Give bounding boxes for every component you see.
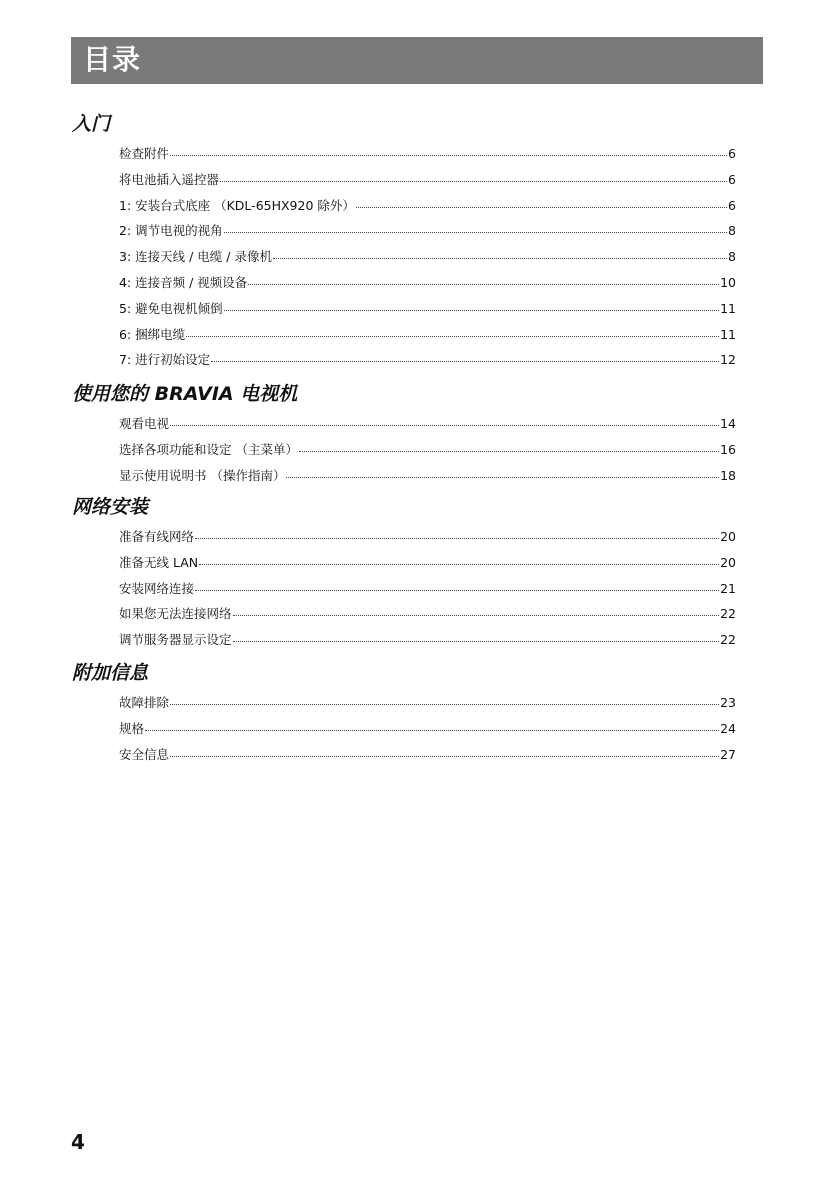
toc-entry[interactable] [119,145,736,163]
dot-leader [220,169,727,182]
section-heading: 附加信息 [72,662,149,684]
toc-entry-page: 11 [720,301,736,316]
toc-entry[interactable] [119,326,736,344]
dot-leader [195,578,719,591]
toc-entry[interactable] [119,605,736,623]
dot-leader [233,629,720,642]
toc-entry[interactable] [119,274,736,292]
toc-entry[interactable] [119,171,736,189]
dot-leader [286,465,719,478]
toc-entry-title: 准备有线网络 [119,529,195,544]
toc-entry[interactable] [119,720,736,738]
toc-entry[interactable] [119,248,736,266]
toc-entry-title: 准备无线 LAN [119,555,199,570]
dot-leader [170,143,727,156]
toc-entry-page: 14 [720,416,736,431]
toc-entry-title: 7: 进行初始设定 [119,352,211,367]
toc-entry[interactable] [119,351,736,369]
toc-entry-title: 显示使用说明书 （操作指南） [119,468,286,483]
dot-leader [224,220,727,233]
toc-entry-title: 将电池插入遥控器 [119,172,220,187]
dot-leader [199,552,719,565]
toc-entry-title: 5: 避免电视机倾倒 [119,301,223,316]
dot-leader [273,246,727,259]
toc-entry-title: 规格 [119,721,145,736]
toc-entry-title: 4: 连接音频 / 视频设备 [119,275,248,290]
toc-entry-page: 21 [720,581,736,596]
toc-entry-page: 18 [720,468,736,483]
toc-entry-page: 8 [728,249,736,264]
toc-entry-page: 11 [720,327,736,342]
toc-entry-title: 选择各项功能和设定 （主菜单） [119,442,298,457]
toc-entry-title: 故障排除 [119,695,170,710]
dot-leader [170,744,719,757]
dot-leader [170,413,719,426]
toc-entry-page: 8 [728,223,736,238]
page-number: 4 [71,1130,85,1154]
toc-entry-title: 安全信息 [119,747,170,762]
toc-entry-page: 6 [728,172,736,187]
dot-leader [248,272,719,285]
toc-entry-page: 12 [720,352,736,367]
toc-entry-title: 如果您无法连接网络 [119,606,232,621]
toc-entry[interactable] [119,631,736,649]
page-title: 目录 [83,43,142,76]
toc-entry-page: 10 [720,275,736,290]
toc-entry-title: 安装网络连接 [119,581,195,596]
toc-entry[interactable] [119,197,736,215]
toc-entry-page: 20 [720,529,736,544]
toc-entry[interactable] [119,300,736,318]
toc-entry-page: 22 [720,606,736,621]
toc-entry-page: 27 [720,747,736,762]
dot-leader [224,298,719,311]
toc-entry[interactable] [119,467,736,485]
toc-entry-title: 检查附件 [119,146,170,161]
toc-entry[interactable] [119,554,736,572]
dot-leader [145,718,719,731]
toc-entry-title: 调节服务器显示设定 [119,632,232,647]
section-heading: 网络安装 [72,496,149,518]
dot-leader [170,692,719,705]
toc-entry-page: 6 [728,198,736,213]
section-heading: 使用您的 BRAVIA 电视机 [72,383,298,405]
dot-leader [356,195,727,208]
toc-entry-page: 16 [720,442,736,457]
toc-entry-page: 23 [720,695,736,710]
toc-entry-page: 6 [728,146,736,161]
toc-entry-title: 观看电视 [119,416,170,431]
toc-entry[interactable] [119,441,736,459]
toc-entry[interactable] [119,415,736,433]
toc-entry-page: 20 [720,555,736,570]
toc-entry[interactable] [119,580,736,598]
toc-entry-title: 6: 捆绑电缆 [119,327,186,342]
dot-leader [211,349,719,362]
dot-leader [233,603,720,616]
toc-entry-title: 1: 安装台式底座 （KDL-65HX920 除外） [119,198,355,213]
dot-leader [299,439,719,452]
section-heading: 入门 [72,113,111,135]
toc-entry-page: 22 [720,632,736,647]
toc-entry-page: 24 [720,721,736,736]
toc-entry[interactable] [119,694,736,712]
toc-entry-title: 3: 连接天线 / 电缆 / 录像机 [119,249,272,264]
dot-leader [195,526,719,539]
dot-leader [186,324,719,337]
toc-entry[interactable] [119,746,736,764]
toc-entry-title: 2: 调节电视的视角 [119,223,223,238]
toc-entry[interactable] [119,222,736,240]
toc-entry[interactable] [119,528,736,546]
